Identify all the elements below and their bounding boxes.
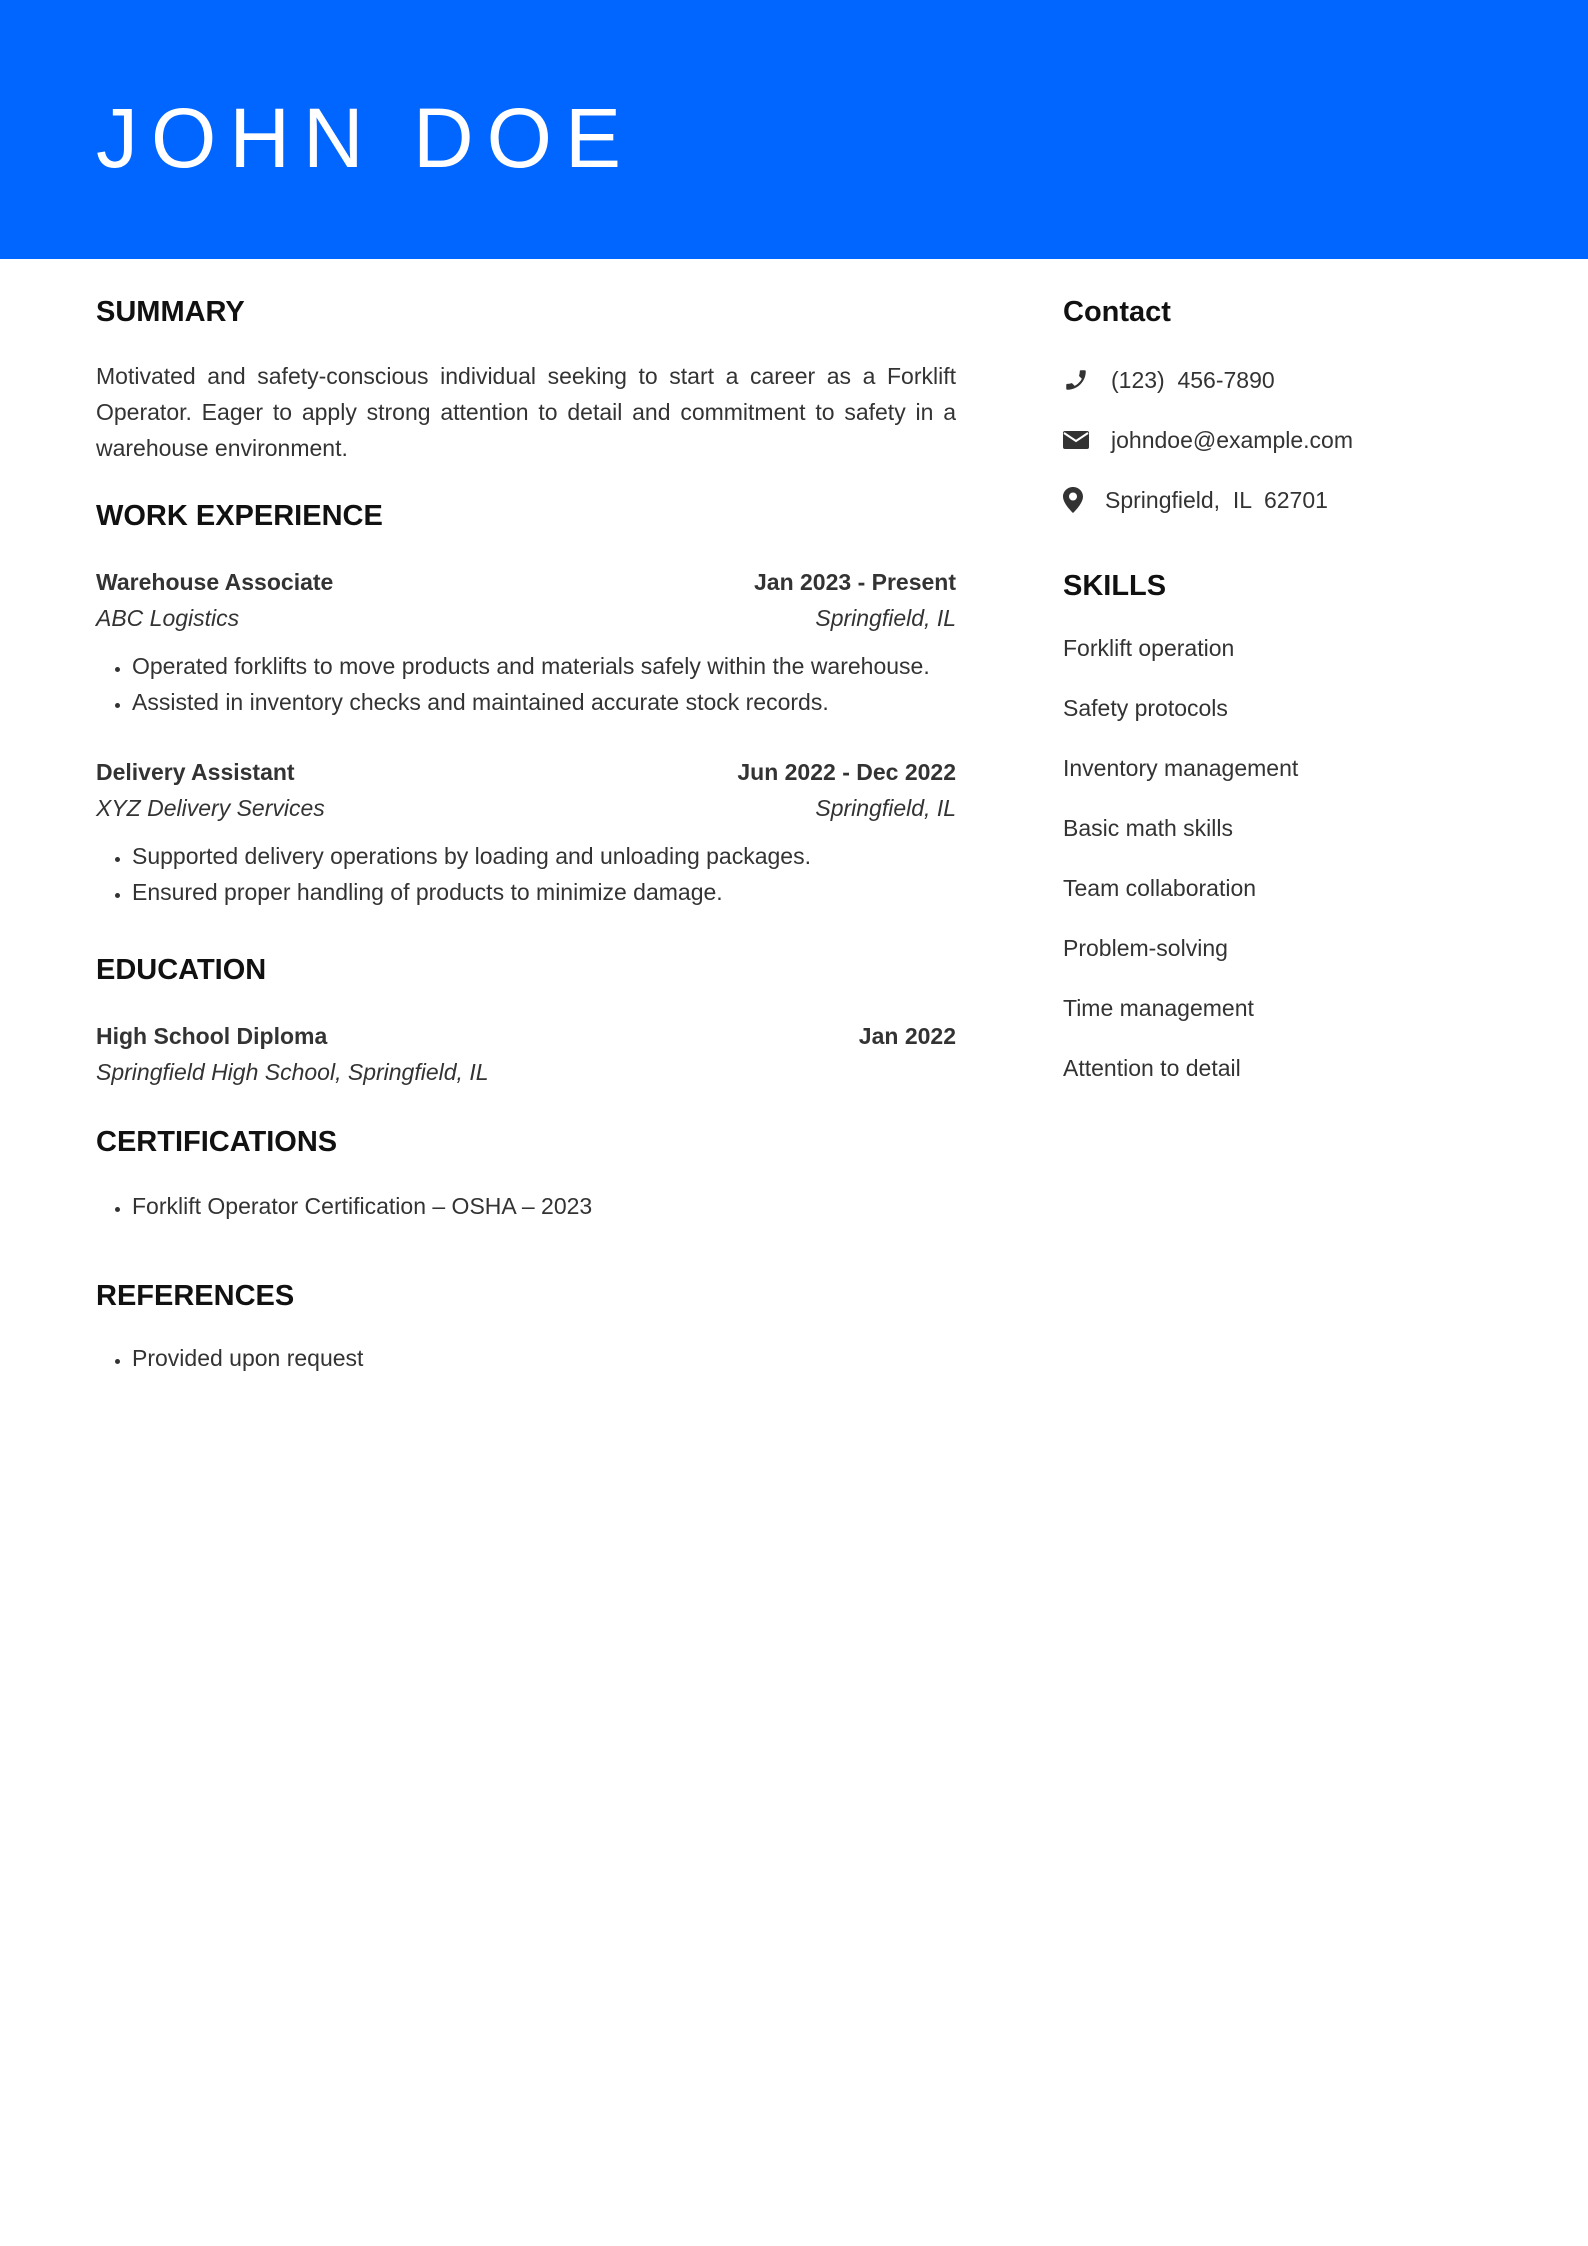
map-marker-icon	[1063, 486, 1091, 514]
phone-icon	[1063, 366, 1091, 394]
education-degree: High School Diploma	[96, 1023, 328, 1049]
job-company: XYZ Delivery Services	[96, 795, 325, 821]
job-position: Warehouse Associate	[96, 569, 334, 595]
certifications-list	[96, 1188, 956, 1224]
skill-item: Inventory management	[1063, 755, 1299, 781]
references-heading: REFERENCES	[96, 1280, 295, 1312]
summary-heading: SUMMARY	[96, 296, 245, 328]
job-company: ABC Logistics	[96, 605, 240, 631]
job-location: Springfield, IL	[815, 795, 956, 821]
summary-text: Motivated and safety-conscious individual seeking to start a career as a Forklift Operator. Eager to apply strong attention to detail and commitment to safety in a warehouse environment.	[96, 363, 956, 461]
header-banner	[0, 0, 1588, 259]
contact-email	[1063, 422, 1493, 458]
references-list	[96, 1340, 956, 1376]
skill-item: Attention to detail	[1063, 1055, 1241, 1081]
contact-location	[1063, 482, 1493, 518]
job-bullet-list	[96, 838, 956, 910]
job-bullet-list	[96, 648, 956, 720]
job-bullet: • Ensured proper handling of products to minimize damage.	[132, 874, 956, 910]
contact-phone	[1063, 362, 1493, 398]
job-position: Delivery Assistant	[96, 759, 295, 785]
reference-item: • Provided upon request	[132, 1340, 956, 1376]
contact-email-text[interactable]: johndoe@example.com	[1111, 427, 1353, 453]
job-dates: Jun 2022 - Dec 2022	[737, 759, 956, 785]
envelope-icon	[1063, 426, 1091, 454]
work-experience-heading: WORK EXPERIENCE	[96, 500, 383, 532]
certifications-heading: CERTIFICATIONS	[96, 1126, 338, 1158]
job-bullet: • Assisted in inventory checks and maintained accurate stock records.	[132, 684, 956, 720]
job-location: Springfield, IL	[815, 605, 956, 631]
candidate-name: JOHN DOE	[96, 91, 635, 185]
skills-heading: SKILLS	[1063, 570, 1167, 602]
skill-item: Time management	[1063, 995, 1254, 1021]
skill-item: Problem-solving	[1063, 935, 1228, 961]
skills-list	[1063, 630, 1493, 1086]
education-entry	[96, 1018, 956, 1090]
skill-item: Basic math skills	[1063, 815, 1233, 841]
contact-list	[1063, 362, 1493, 518]
certification-item: • Forklift Operator Certification – OSHA – 2023	[132, 1188, 956, 1224]
skill-item: Safety protocols	[1063, 695, 1228, 721]
sidebar-column	[1063, 292, 1493, 1110]
job-bullet: • Operated forklifts to move products and materials safely within the warehouse.	[132, 648, 956, 684]
skill-item: Team collaboration	[1063, 875, 1257, 901]
education-school: Springfield High School, Springfield, IL	[96, 1059, 489, 1085]
contact-location-text: Springfield, IL 62701	[1105, 487, 1328, 513]
job-entry	[96, 564, 956, 720]
contact-heading: Contact	[1063, 296, 1171, 328]
job-entry	[96, 754, 956, 910]
skill-item: Forklift operation	[1063, 635, 1235, 661]
main-column	[96, 292, 956, 1376]
education-date: Jan 2022	[858, 1023, 956, 1049]
education-heading: EDUCATION	[96, 954, 267, 986]
job-bullet: • Supported delivery operations by loading and unloading packages.	[132, 838, 956, 874]
contact-phone-text: (123) 456-7890	[1111, 367, 1275, 393]
job-dates: Jan 2023 - Present	[753, 569, 956, 595]
